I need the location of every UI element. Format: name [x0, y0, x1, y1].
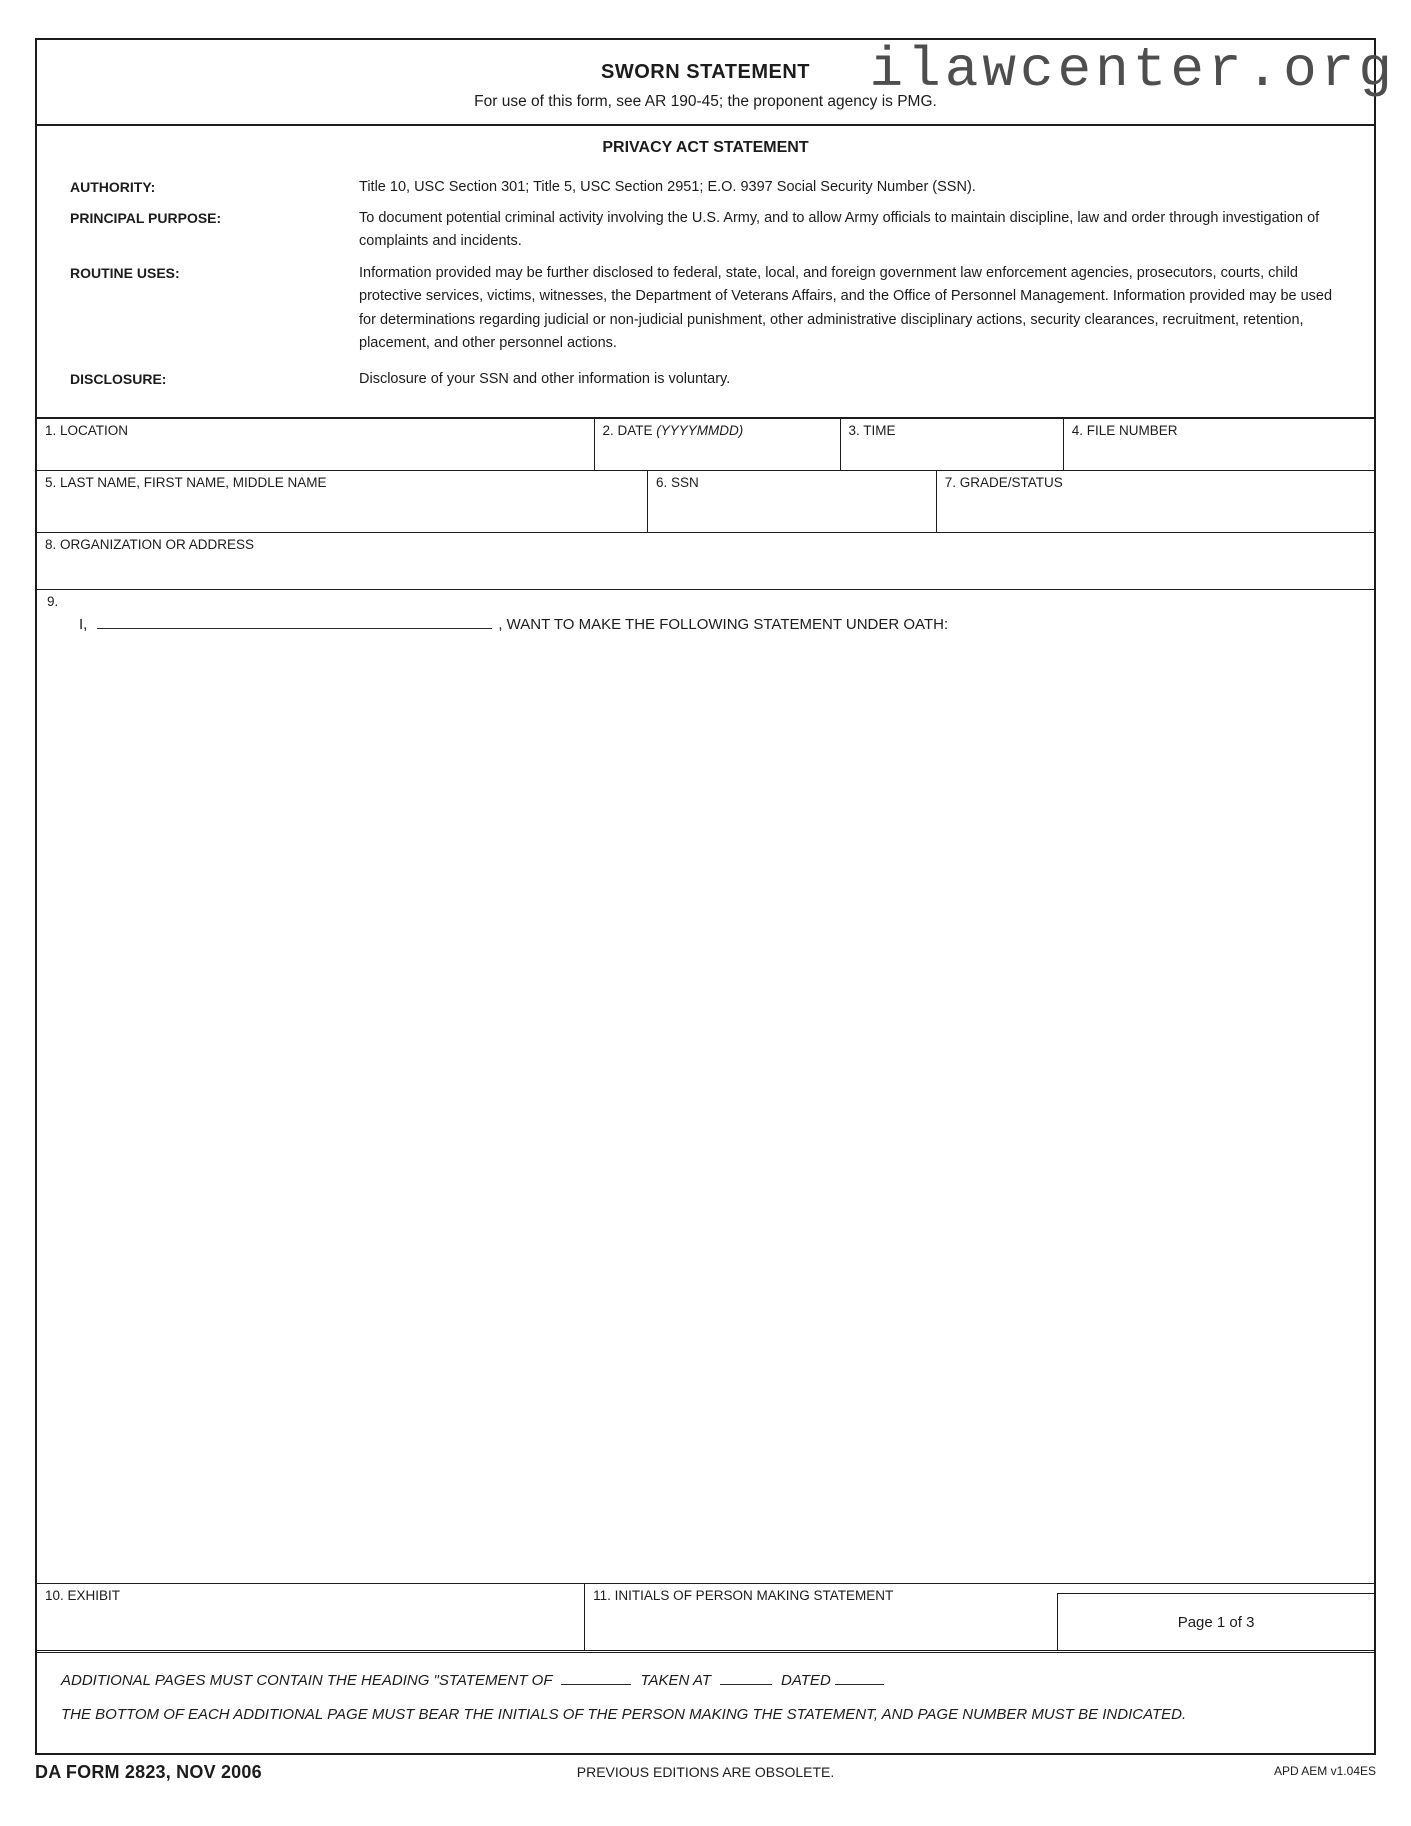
statement-oath-line — [79, 614, 1354, 633]
file-number-label: 4. FILE NUMBER — [1071, 423, 1178, 438]
page-indicator-box — [1057, 1593, 1374, 1650]
statement-section — [37, 589, 1374, 1583]
file-number-field[interactable] — [1064, 419, 1374, 470]
sworn-statement-form — [35, 38, 1396, 1755]
obsolete-note: PREVIOUS EDITIONS ARE OBSOLETE. — [576, 1764, 835, 1780]
form-id: DA FORM 2823, NOV 2006 — [35, 1762, 262, 1782]
principal-purpose-label: PRINCIPAL PURPOSE: — [70, 209, 222, 226]
statement-text-area[interactable] — [47, 648, 1364, 1577]
page-indicator: Page 1 of 3 — [1177, 1613, 1255, 1631]
organization-label: 8. ORGANIZATION OR ADDRESS — [45, 537, 255, 552]
privacy-row-authority — [37, 176, 1374, 200]
watermark-text: ilawcenter.org — [869, 38, 1396, 102]
date-field[interactable] — [595, 419, 841, 470]
authority-text: Title 10, USC Section 301; Title 5, USC Section 2951; E.O. 9397 Social Security Number (SSN). — [359, 179, 976, 195]
fields-row-2 — [37, 470, 1374, 532]
privacy-row-routine-uses — [37, 262, 1374, 356]
location-field[interactable] — [37, 419, 595, 470]
footnote-line1-part1: ADDITIONAL PAGES MUST CONTAIN THE HEADING "STATEMENT OF — [61, 1672, 553, 1689]
footnote-line1-part3: DATED — [781, 1672, 831, 1689]
footnote-blank-statement-of — [561, 1670, 631, 1685]
statement-name-blank[interactable] — [97, 614, 492, 629]
privacy-act-section — [37, 124, 1374, 417]
footnote-line-1 — [61, 1670, 1350, 1691]
form-header — [37, 38, 1396, 124]
privacy-act-heading: PRIVACY ACT STATEMENT — [602, 139, 809, 156]
fields-row-3 — [37, 532, 1374, 589]
form-subtitle: For use of this form, see AR 190-45; the proponent agency is PMG. — [474, 93, 937, 110]
time-label: 3. TIME — [848, 423, 896, 438]
statement-suffix: , WANT TO MAKE THE FOLLOWING STATEMENT UNDER OATH: — [498, 616, 949, 633]
privacy-row-principal-purpose — [37, 207, 1374, 254]
footnote-line-2: THE BOTTOM OF EACH ADDITIONAL PAGE MUST BEAR THE INITIALS OF THE PERSON MAKING THE STATEMENT, AND PAGE NUMBER MUST BE INDICATED. — [61, 1706, 1187, 1723]
disclosure-label: DISCLOSURE: — [70, 370, 167, 387]
name-label: 5. LAST NAME, FIRST NAME, MIDDLE NAME — [45, 475, 327, 490]
exhibit-label: 10. EXHIBIT — [45, 1588, 121, 1603]
disclosure-text: Disclosure of your SSN and other information is voluntary. — [359, 370, 731, 387]
footnote-blank-taken-at — [720, 1670, 772, 1685]
location-label: 1. LOCATION — [45, 423, 129, 438]
fields-row-1 — [37, 417, 1374, 470]
statement-prefix: I, — [79, 616, 88, 633]
ssn-label: 6. SSN — [656, 475, 699, 490]
initials-field[interactable] — [585, 1584, 1057, 1650]
time-field[interactable] — [841, 419, 1064, 470]
footnote-line1-part2: TAKEN AT — [640, 1672, 712, 1689]
apd-version: APD AEM v1.04ES — [1273, 1764, 1376, 1778]
name-field[interactable] — [37, 471, 648, 532]
date-label: 2. DATE — [602, 423, 653, 438]
exhibit-field[interactable] — [37, 1584, 585, 1650]
grade-status-label: 7. GRADE/STATUS — [944, 475, 1063, 490]
statement-item-number: 9. — [47, 594, 59, 609]
routine-uses-label: ROUTINE USES: — [70, 264, 180, 281]
footnote-blank-dated — [835, 1670, 884, 1685]
grade-status-field[interactable] — [937, 471, 1374, 532]
exhibit-initials-row — [37, 1583, 1374, 1653]
organization-field[interactable] — [37, 533, 1374, 589]
date-format-label: (YYYYMMDD) — [656, 423, 744, 438]
initials-label: 11. INITIALS OF PERSON MAKING STATEMENT — [593, 1588, 894, 1603]
routine-uses-text: Information provided may be further disclosed to federal, state, local, and foreign government law enforcement agencies, prosecutors, courts, child protective services, victims, witnesses, the Department of Veterans Affairs, and the Office of Personnel Management. Information provided may be used for determinations regarding judicial or non-judicial punishment, other administrative disciplinary actions, security clearances, recruitment, retention, placement, and other personnel actions. — [359, 264, 1333, 351]
ssn-field[interactable] — [648, 471, 937, 532]
additional-pages-note — [37, 1653, 1374, 1753]
bottom-bar — [35, 1762, 1376, 1783]
principal-purpose-text: To document potential criminal activity involving the U.S. Army, and to allow Army officials to maintain discipline, law and order through investigation of complaints and incidents. — [359, 209, 1320, 249]
privacy-row-disclosure — [37, 368, 1374, 392]
authority-label: AUTHORITY: — [70, 179, 156, 195]
form-title: SWORN STATEMENT — [601, 61, 810, 83]
